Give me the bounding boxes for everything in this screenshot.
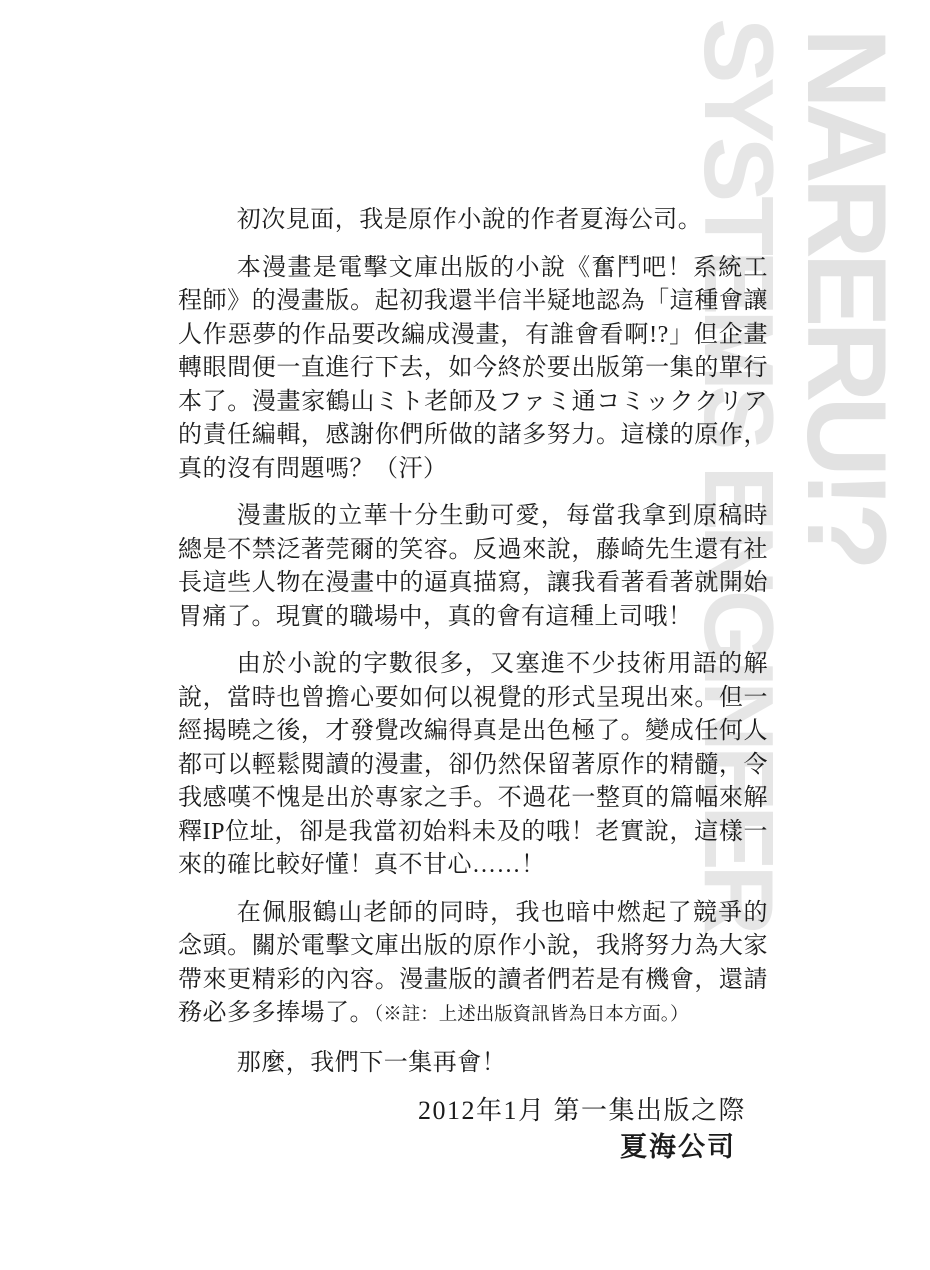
paragraph-novel-to-manga: 由於小說的字數很多，又塞進不少技術用語的解說，當時也曾擔心要如何以視覺的形式呈現出來。但一經揭曉之後，才發覺改編得真是出色極了。變成任何人都可以輕鬆閱讀的漫畫，卻仍然保留著原作的精髓，令我感嘆不愧是出於專家之手。不過花一整頁的篇幅來解釋IP位址，卻是我當初始料未及的哦！老實說，這樣一來的確比較好懂！真不甘心……！ [178,651,768,878]
watermark-title-text: NARERU!? [784,28,909,565]
publisher-note: （※註：上述出版資訊皆為日本方面。） [374,1005,689,1025]
author-signature: 夏海公司 [620,1131,736,1162]
paragraph-greeting: 初次見面，我是原作小說的作者夏海公司。 [236,207,703,233]
paragraph-closing: 那麼，我們下一集再會！ [236,1049,507,1076]
paragraph-rivalry-text: 在佩服鶴山老師的同時，我也暗中燃起了競爭的念頭。關於電擊文庫出版的原作小說，我將努力為大家帶來更精彩的內容。漫畫版的讀者們若是有機會，還請務必多多捧場了。 [178,899,768,1026]
colophon [178,1094,768,1164]
paragraph-manga-adaptation: 本漫畫是電擊文庫出版的小說《奮鬥吧！系統工程師》的漫畫版。起初我還半信半疑地認為「這種會讓人作惡夢的作品要改編成漫畫，有誰會看啊!?」但企畫轉眼間便一直進行下去，如今終於要出版第一集的單行本了。漫畫家鶴山ミト老師及ファミ通コミッククリア的責任編輯，感謝你們所做的諸多努力。這樣的原作，真的沒有問題嗎？（汗） [178,254,768,482]
afterword-text [178,204,768,1164]
paragraph-rivalry [178,897,768,1033]
publication-date-line: 2012年1月 第一集出版之際 [417,1096,746,1125]
watermark-subtitle-text: SYSTEMS ENGINEER [684,18,794,930]
paragraph-characters: 漫畫版的立華十分生動可愛，每當我拿到原稿時總是不禁泛著莞爾的笑容。反過來說，藤崎先生還有社長這些人物在漫畫中的逼真描寫，讓我看著看著就開始胃痛了。現實的職場中，真的會有這種上司哦！ [178,503,768,630]
